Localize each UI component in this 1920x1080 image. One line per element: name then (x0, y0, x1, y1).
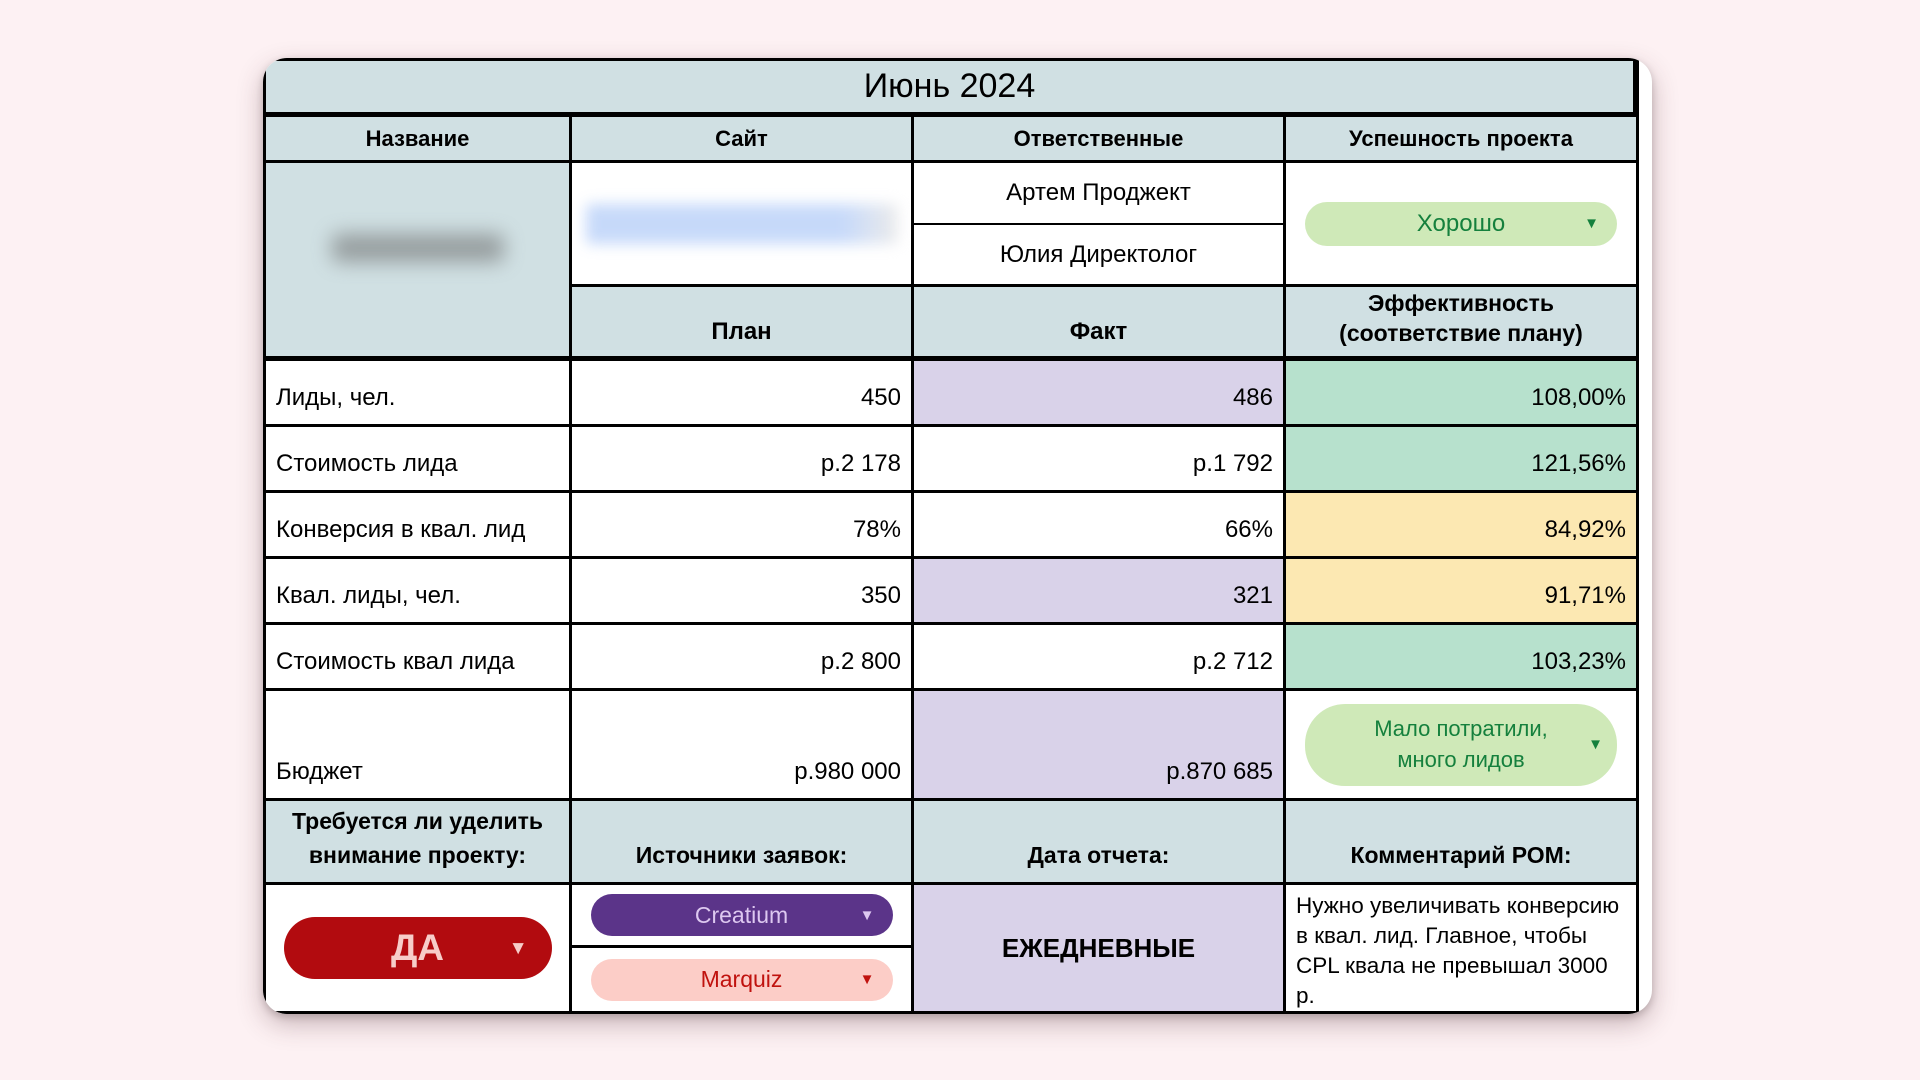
dropdown-arrow-icon: ▼ (859, 971, 875, 988)
source-dropdown-marquiz[interactable] (591, 959, 893, 1001)
metric-label-budget: Бюджет (266, 691, 572, 801)
metric-fact-cpl: р.1 792 (914, 427, 1286, 493)
success-dropdown-label: Хорошо (1416, 209, 1506, 237)
subheader-fact: Факт (914, 287, 1286, 361)
metric-label-conversion: Конверсия в квал. лид (266, 493, 572, 559)
attention-dropdown[interactable] (284, 917, 552, 979)
column-header-success: Успешность проекта (1286, 117, 1636, 163)
metric-efficiency-leads: 108,00% (1286, 361, 1636, 427)
dropdown-arrow-icon: ▼ (1584, 215, 1599, 232)
metric-fact-qual-cpl: р.2 712 (914, 625, 1286, 691)
redacted-project-name (332, 234, 504, 262)
metric-plan-cpl: р.2 178 (572, 427, 914, 493)
metric-label-qual-cpl: Стоимость квал лида (266, 625, 572, 691)
responsible-1: Артем Проджект (914, 163, 1286, 225)
column-header-site: Сайт (572, 117, 914, 163)
sources-header: Источники заявок: (572, 801, 914, 885)
metric-efficiency-conversion: 84,92% (1286, 493, 1636, 559)
month-title: Июнь 2024 (266, 61, 1636, 117)
dropdown-arrow-icon: ▼ (859, 906, 875, 924)
subheader-efficiency-line2: (соответствие плану) (1339, 319, 1583, 346)
column-header-name: Название (266, 117, 572, 163)
metric-efficiency-qual-leads: 91,71% (1286, 559, 1636, 625)
report-card (263, 58, 1652, 1014)
metric-fact-conversion: 66% (914, 493, 1286, 559)
metric-fact-budget: р.870 685 (914, 691, 1286, 801)
budget-efficiency-cell (1286, 691, 1636, 801)
metric-plan-conversion: 78% (572, 493, 914, 559)
success-cell (1286, 163, 1636, 287)
attention-cell (266, 885, 572, 1011)
metric-fact-qual-leads: 321 (914, 559, 1286, 625)
source-creatium-label: Creatium (694, 901, 789, 928)
metric-efficiency-qual-cpl: 103,23% (1286, 625, 1636, 691)
source-cell-1 (572, 885, 914, 948)
budget-efficiency-dropdown[interactable] (1305, 704, 1617, 786)
metric-label-cpl: Стоимость лида (266, 427, 572, 493)
rom-comment: Нужно увеличивать конверсию в квал. лид. Главное, чтобы CPL квала не превышал 3000 р. (1296, 893, 1620, 1009)
subheader-efficiency (1286, 287, 1636, 361)
source-cell-2 (572, 948, 914, 1011)
report-table (263, 58, 1639, 1014)
subheader-plan: План (572, 287, 914, 361)
dropdown-arrow-icon: ▼ (1588, 736, 1603, 753)
success-dropdown[interactable] (1305, 202, 1617, 246)
attention-dropdown-label: ДА (390, 927, 445, 968)
redacted-site-link[interactable] (586, 204, 898, 244)
subheader-efficiency-line1: Эффективность (1368, 290, 1554, 317)
metric-label-qual-leads: Квал. лиды, чел. (266, 559, 572, 625)
site-cell (572, 163, 914, 287)
budget-efficiency-line1: Мало потратили, (1374, 715, 1548, 741)
report-date-header: Дата отчета: (914, 801, 1286, 885)
metric-label-leads: Лиды, чел. (266, 361, 572, 427)
attention-header-line2: внимание проекту: (308, 841, 527, 868)
metric-efficiency-cpl: 121,56% (1286, 427, 1636, 493)
metric-plan-qual-leads: 350 (572, 559, 914, 625)
metric-fact-leads: 486 (914, 361, 1286, 427)
source-marquiz-label: Marquiz (700, 966, 783, 992)
report-date-value: ЕЖЕДНЕВНЫЕ (914, 885, 1286, 1011)
comment-header: Комментарий РОМ: (1286, 801, 1636, 885)
source-dropdown-creatium[interactable] (591, 894, 893, 936)
metric-plan-leads: 450 (572, 361, 914, 427)
budget-efficiency-line2: много лидов (1397, 746, 1525, 772)
dropdown-arrow-icon: ▼ (508, 937, 528, 959)
metric-plan-qual-cpl: р.2 800 (572, 625, 914, 691)
project-name-cell (266, 163, 572, 361)
attention-header-line1: Требуется ли уделить (291, 808, 544, 835)
column-header-responsible: Ответственные (914, 117, 1286, 163)
metric-plan-budget: р.980 000 (572, 691, 914, 801)
attention-header (266, 801, 572, 885)
responsible-2: Юлия Директолог (914, 225, 1286, 287)
